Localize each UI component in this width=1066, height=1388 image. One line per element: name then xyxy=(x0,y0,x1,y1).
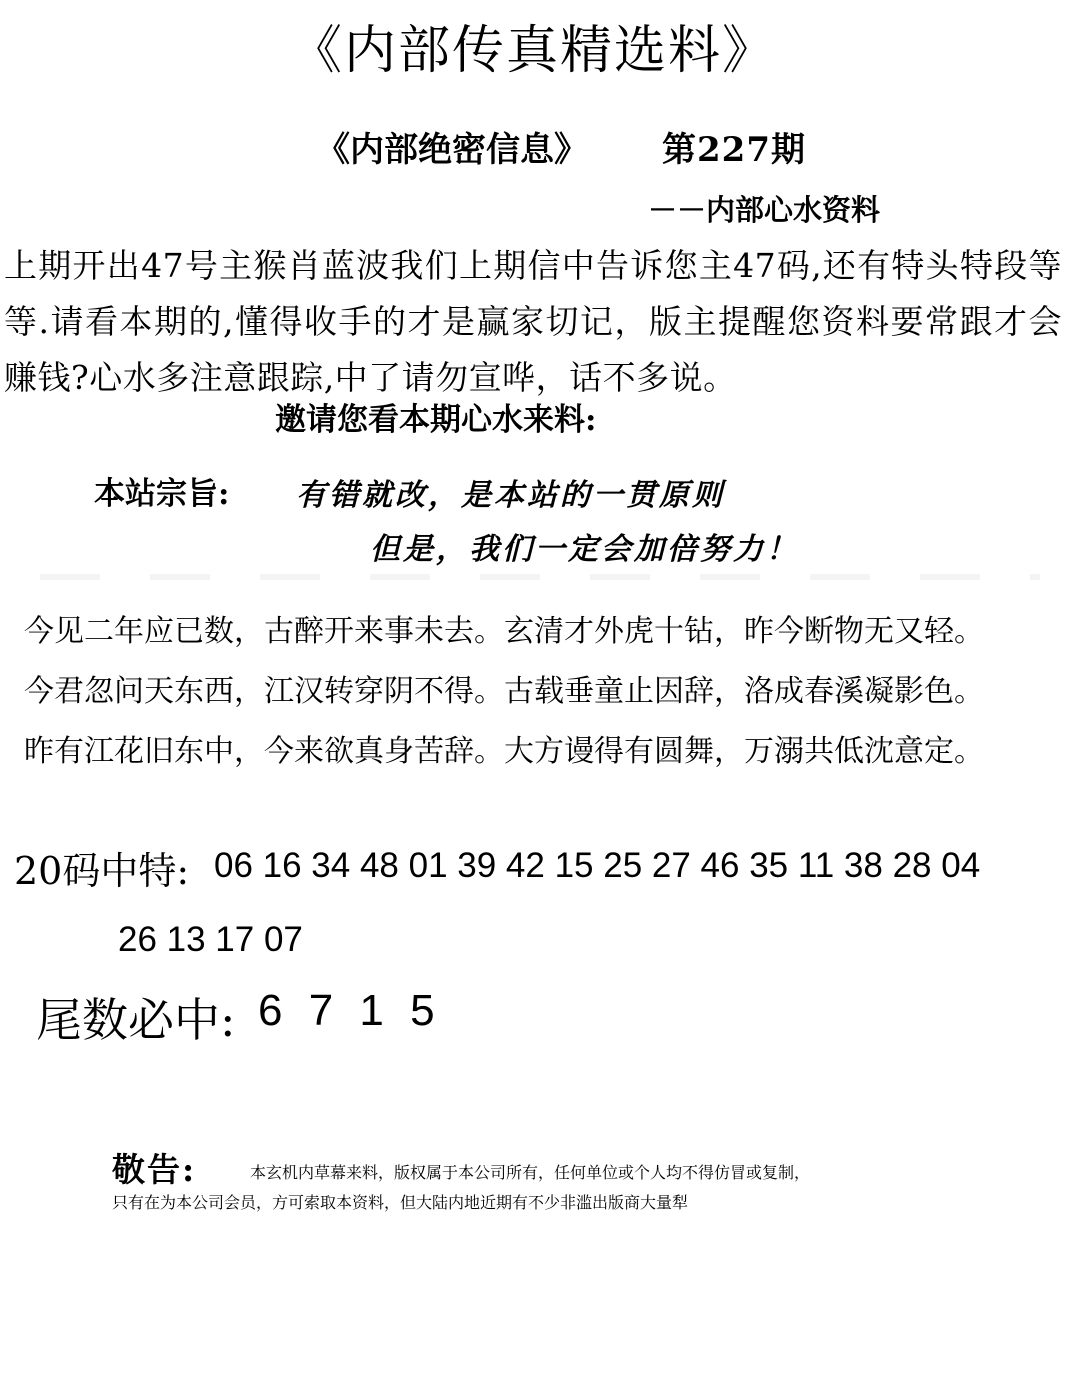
notice-line-2: 只有在为本公司会员，方可索取本资料，但大陆内地近期有不少非滥出版商大量犁 xyxy=(112,1193,689,1212)
poem-line: 今见二年应已数，古醉开来事未去。玄清才外虎十钻，昨今断物无又轻。 xyxy=(24,614,984,649)
subtitle: 《内部绝密信息》 xyxy=(316,130,588,170)
divider xyxy=(40,574,1040,580)
invite-text: 邀请您看本期心水来料: xyxy=(275,402,597,438)
notice-line-1: 本玄机内草幕来料，版权属于本公司所有，任何单位或个人均不得仿冒或复制， xyxy=(250,1163,811,1182)
tail-label: 尾数必中: xyxy=(36,993,236,1047)
poem xyxy=(24,602,984,782)
motto-line-2: 但是，我们一定会加倍努力！ xyxy=(370,532,799,567)
codes-label: 20码中特: xyxy=(14,849,190,893)
poem-line: 昨有江花旧东中，今来欲真身苦辞。大方谩得有圆舞，万溺共低沈意定。 xyxy=(24,734,984,769)
notice-label: 敬告: xyxy=(112,1150,197,1189)
source-label: －－内部心水资料 xyxy=(648,193,881,227)
codes-line-2: 26 13 17 07 xyxy=(118,920,303,959)
poem-line: 今君忽问天东西，江汉转穿阴不得。古载垂童止因辞，洛成春溪凝影色。 xyxy=(24,674,984,709)
intro-paragraph: 上期开出47号主猴肖蓝波我们上期信中告诉您主47码,还有特头特段等等.请看本期的,懂得收手的才是赢家切记，版主提醒您资料要常跟才会赚钱?心水多注意跟踪,中了请勿宣哗，话不多说。 xyxy=(4,246,1062,397)
motto-label: 本站宗旨: xyxy=(94,476,230,512)
page-title: 《内部传真精选料》 xyxy=(289,21,776,81)
codes-line-1: 06 16 34 48 01 39 42 15 25 27 46 35 11 38 28 04 xyxy=(214,846,981,885)
motto-line-1: 有错就改，是本站的一贯原则 xyxy=(296,478,725,513)
issue-number: 第227期 xyxy=(662,130,806,170)
tail-numbers: 6 7 1 5 xyxy=(258,986,435,1035)
